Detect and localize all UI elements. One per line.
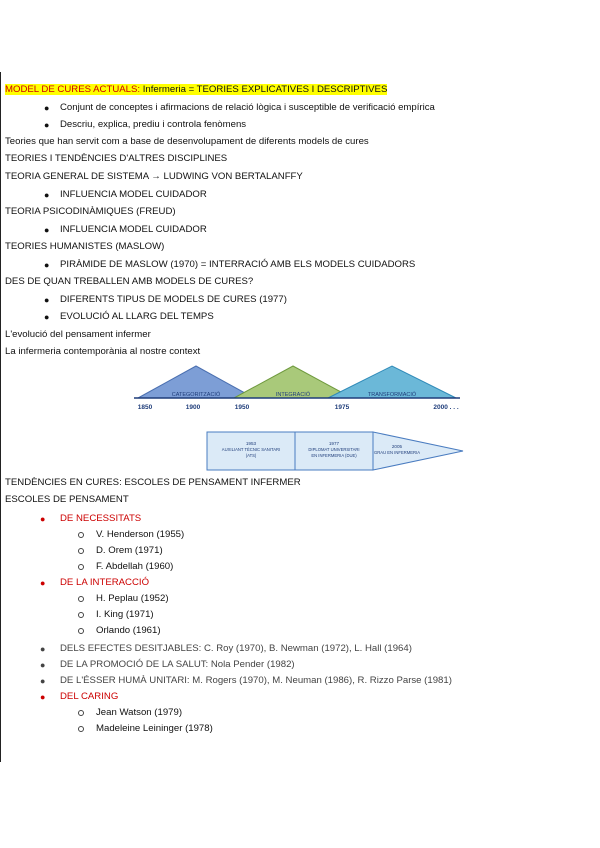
arrow-text: AUXILIANT TÈCNIC SANITARI	[221, 447, 281, 452]
timeline-year: 1850	[137, 404, 153, 411]
bullet-icon: ●	[40, 644, 46, 654]
text-line: TEORIA PSICODINÀMIQUES (FREUD)	[5, 206, 176, 217]
stage-label: CATEGORITZACIÓ	[171, 392, 221, 398]
timeline-diagram	[130, 362, 470, 418]
circle-bullet-icon	[78, 710, 84, 716]
page-left-border	[0, 72, 1, 762]
circle-bullet-icon	[78, 628, 84, 634]
heading-part2: Infermeria = TEORIES EXPLICATIVES I DESCRIPTIVES	[140, 84, 388, 95]
bullet-icon: ●	[44, 190, 50, 200]
bullet-text: DIFERENTS TIPUS DE MODELS DE CURES (1977)	[60, 294, 287, 305]
text-line: TEORIA GENERAL DE SISTEMA → LUDWING VON BERTALANFFY	[5, 171, 303, 182]
school-promocio: DE LA PROMOCIÓ DE LA SALUT: Nola Pender (1982)	[60, 659, 295, 670]
arrow-year: 1953	[245, 441, 257, 446]
text-line: TEORIES I TENDÈNCIES D'ALTRES DISCIPLINES	[5, 153, 228, 164]
arrow-text: DIPLOMAT UNIVERSITARI	[308, 447, 360, 452]
intro-bullet-2: Descriu, explica, prediu i controla fenòmens	[60, 119, 247, 130]
timeline-year: 1950	[234, 404, 250, 411]
bullet-icon: ●	[44, 295, 50, 305]
author-item: D. Orem (1971)	[96, 545, 163, 556]
circle-bullet-icon	[78, 564, 84, 570]
intro-bullet-1: Conjunt de conceptes i afirmacions de relació lògica i susceptible de verificació empírica	[60, 102, 435, 113]
school-esser: DE L'ÉSSER HUMÀ UNITARI: M. Rogers (1970), M. Neuman (1986), R. Rizzo Parse (1981)	[60, 675, 452, 686]
bullet-icon: ●	[44, 225, 50, 235]
author-item: Madeleine Leininger (1978)	[96, 723, 213, 734]
school-interaccio: DE LA INTERACCIÓ	[60, 577, 150, 588]
circle-bullet-icon	[78, 612, 84, 618]
bullet-text: PIRÀMIDE DE MASLOW (1970) = INTERRACIÓ AMB ELS MODELS CUIDADORS	[60, 259, 416, 270]
author-item: F. Abdellah (1960)	[96, 561, 174, 572]
timeline-year: 1900	[185, 404, 201, 411]
arrow-text: (ATS)	[245, 453, 257, 458]
school-efectes: DELS EFECTES DESITJABLES: C. Roy (1970), B. Newman (1972), L. Hall (1964)	[60, 643, 412, 654]
section-title: ESCOLES DE PENSAMENT	[5, 494, 129, 505]
heading-line	[5, 84, 387, 96]
author-item: Orlando (1961)	[96, 625, 161, 636]
section-title: TENDÈNCIES EN CURES: ESCOLES DE PENSAMENT INFERMER	[5, 477, 301, 488]
bullet-text: EVOLUCIÓ AL LLARG DEL TEMPS	[60, 311, 214, 322]
bullet-icon: ●	[44, 260, 50, 270]
author-item: H. Peplau (1952)	[96, 593, 169, 604]
bullet-icon: ●	[40, 676, 46, 686]
text-line: TEORIES HUMANISTES (MASLOW)	[5, 241, 165, 252]
timeline-year: 1975	[334, 404, 350, 411]
stage-label: INTEGRACIÓ	[275, 392, 311, 398]
text-line: La infermeria contemporània al nostre context	[5, 346, 201, 357]
circle-bullet-icon	[78, 596, 84, 602]
author-item: V. Henderson (1955)	[96, 529, 185, 540]
text-line: L'evolució del pensament infermer	[5, 329, 151, 340]
bullet-icon: ●	[44, 120, 50, 130]
bullet-text: INFLUENCIA MODEL CUIDADOR	[60, 224, 207, 235]
text-line: DES DE QUAN TREBALLEN AMB MODELS DE CURES?	[5, 276, 254, 287]
timeline-year: 2000 . . .	[433, 404, 459, 411]
text-line: Teories que han servit com a base de desenvolupament de diferents models de cures	[5, 136, 369, 147]
bullet-text: INFLUENCIA MODEL CUIDADOR	[60, 189, 207, 200]
heading-part1: MODEL DE CURES ACTUALS:	[5, 84, 141, 95]
circle-bullet-icon	[78, 532, 84, 538]
author-item: Jean Watson (1979)	[96, 707, 183, 718]
bullet-icon: ●	[44, 103, 50, 113]
bullet-icon: ●	[44, 312, 50, 322]
circle-bullet-icon	[78, 548, 84, 554]
author-item: I. King (1971)	[96, 609, 154, 620]
arrow-diagram	[205, 430, 467, 472]
school-caring: DEL CARING	[60, 691, 119, 702]
arrow-year: 2005	[391, 444, 403, 449]
bullet-icon: ●	[40, 578, 46, 588]
stage-label: TRANSFORMACIÓ	[367, 392, 417, 398]
circle-bullet-icon	[78, 726, 84, 732]
arrow-year: 1977	[328, 441, 340, 446]
heading-highlight	[5, 84, 387, 95]
school-necessitats: DE NECESSITATS	[60, 513, 142, 524]
bullet-icon: ●	[40, 514, 46, 524]
bullet-icon: ●	[40, 692, 46, 702]
arrow-text: EN INFERMERIA (DUE)	[311, 453, 357, 458]
arrow-text: GRAU EN INFERMERIA	[373, 450, 421, 455]
bullet-icon: ●	[40, 660, 46, 670]
